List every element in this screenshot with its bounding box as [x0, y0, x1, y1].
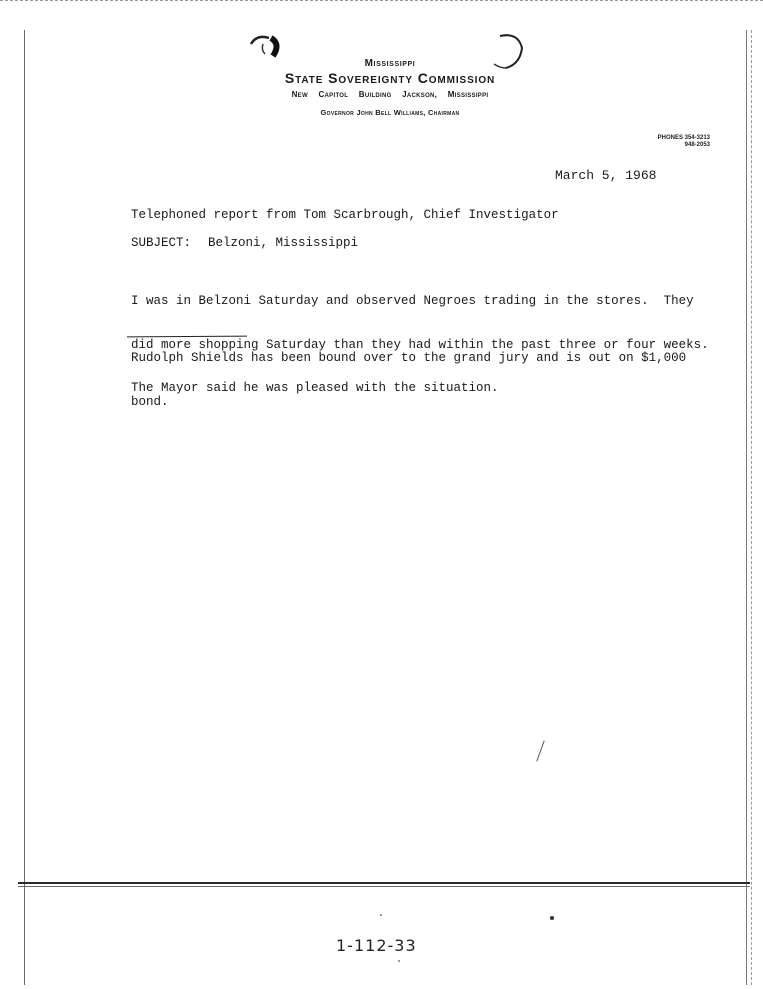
hole-punch-left — [247, 30, 287, 60]
speck — [550, 916, 554, 920]
page-edge-right — [746, 30, 747, 985]
letterhead-agency: State Sovereignty Commission — [284, 70, 496, 86]
letterhead-phones — [590, 135, 710, 149]
bottom-rule — [18, 882, 750, 884]
letterhead-address: New Capitol Building Jackson, Mississippi — [291, 90, 489, 99]
speck — [380, 914, 382, 916]
memo-date: March 5, 1968 — [555, 168, 657, 183]
subject-label: SUBJECT: — [131, 236, 192, 250]
top-edge — [0, 0, 763, 1]
document-number: 1-112-33 — [336, 936, 417, 955]
phone-line: PHONES 354-3213 — [657, 135, 710, 141]
speck — [398, 960, 400, 962]
phone-line: 948-2053 — [684, 142, 710, 148]
letterhead-governor: Governor John Bell Williams, Chairman — [320, 108, 460, 117]
paragraph-line: Rudolph Shields has been bound over to the grand jury and is out on $1,000 — [131, 351, 687, 365]
bottom-rule-shadow — [18, 886, 750, 887]
subject-value: Belzoni, Mississippi — [208, 236, 359, 250]
paragraph-line: did more shopping Saturday than they had within the past three or four weeks. — [131, 337, 709, 352]
memo-intro: Telephoned report from Tom Scarbrough, Chief Investigator — [131, 208, 559, 222]
page-edge-left — [24, 30, 25, 985]
paragraph-line: bond. — [131, 394, 169, 409]
paragraph-line: The Mayor said he was pleased with the situation. — [131, 381, 499, 395]
letterhead-state: Mississippi — [364, 58, 416, 69]
page-edge-right-shadow — [751, 30, 752, 985]
memo-paragraph-2 — [131, 322, 686, 424]
paragraph-line: I was in Belzoni Saturday and observed Negroes trading in the stores. They — [131, 294, 694, 308]
pen-mark — [536, 740, 544, 761]
